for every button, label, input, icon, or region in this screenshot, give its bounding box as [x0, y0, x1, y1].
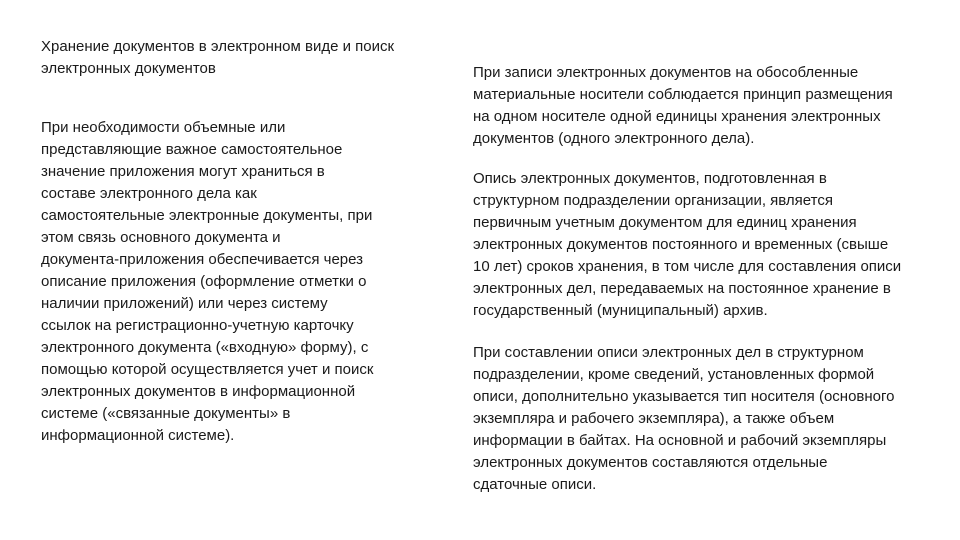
paragraph-line: При необходимости объемные или — [41, 119, 286, 136]
paragraph-line: документов (одного электронного дела). — [473, 130, 755, 147]
slide-title — [41, 36, 394, 80]
title-line: Хранение документов в электронном виде и поиск — [41, 38, 395, 55]
paragraph-line: сдаточные описи. — [473, 476, 597, 493]
paragraph-line: системе («связанные документы» в — [41, 405, 291, 422]
right-paragraph-1 — [473, 62, 893, 150]
paragraph-line: подразделении, кроме сведений, установленных формой — [473, 366, 875, 383]
paragraph-line: При составлении описи электронных дел в структурном — [473, 344, 864, 361]
paragraph-line: материальные носители соблюдается принцип размещения — [473, 86, 893, 103]
paragraph-line: информации в байтах. На основной и рабочий экземпляры — [473, 432, 887, 449]
paragraph-line: самостоятельные электронные документы, при — [41, 207, 373, 224]
right-paragraph-2 — [473, 168, 901, 322]
paragraph-line: ссылок на регистрационно-учетную карточку — [41, 317, 354, 334]
paragraph-line: электронных документов постоянного и временных (свыше — [473, 236, 889, 253]
paragraph-line: составе электронного дела как — [41, 185, 257, 202]
paragraph-line: государственный (муниципальный) архив. — [473, 302, 768, 319]
paragraph-line: При записи электронных документов на обособленные — [473, 64, 859, 81]
left-paragraph — [41, 117, 373, 447]
paragraph-line: Опись электронных документов, подготовленная в — [473, 170, 827, 187]
title-line: электронных документов — [41, 60, 216, 77]
paragraph-line: представляющие важное самостоятельное — [41, 141, 343, 158]
paragraph-line: информационной системе). — [41, 427, 235, 444]
paragraph-line: электронного документа («входную» форму), с — [41, 339, 369, 356]
paragraph-line: значение приложения могут храниться в — [41, 163, 325, 180]
paragraph-line: экземпляра и рабочего экземпляра), а также объем — [473, 410, 835, 427]
right-paragraph-3 — [473, 342, 895, 496]
paragraph-line: 10 лет) сроков хранения, в том числе для составления описи — [473, 258, 902, 275]
paragraph-line: электронных документов составляются отдельные — [473, 454, 828, 471]
paragraph-line: структурном подразделении организации, является — [473, 192, 833, 209]
paragraph-line: описание приложения (оформление отметки о — [41, 273, 367, 290]
paragraph-line: описи, дополнительно указывается тип носителя (основного — [473, 388, 895, 405]
paragraph-line: помощью которой осуществляется учет и поиск — [41, 361, 374, 378]
paragraph-line: электронных дел, передаваемых на постоянное хранение в — [473, 280, 891, 297]
paragraph-line: наличии приложений) или через систему — [41, 295, 328, 312]
paragraph-line: электронных документов в информационной — [41, 383, 356, 400]
paragraph-line: на одном носителе одной единицы хранения электронных — [473, 108, 881, 125]
paragraph-line: этом связь основного документа и — [41, 229, 281, 246]
paragraph-line: документа-приложения обеспечивается через — [41, 251, 364, 268]
paragraph-line: первичным учетным документом для единиц хранения — [473, 214, 857, 231]
